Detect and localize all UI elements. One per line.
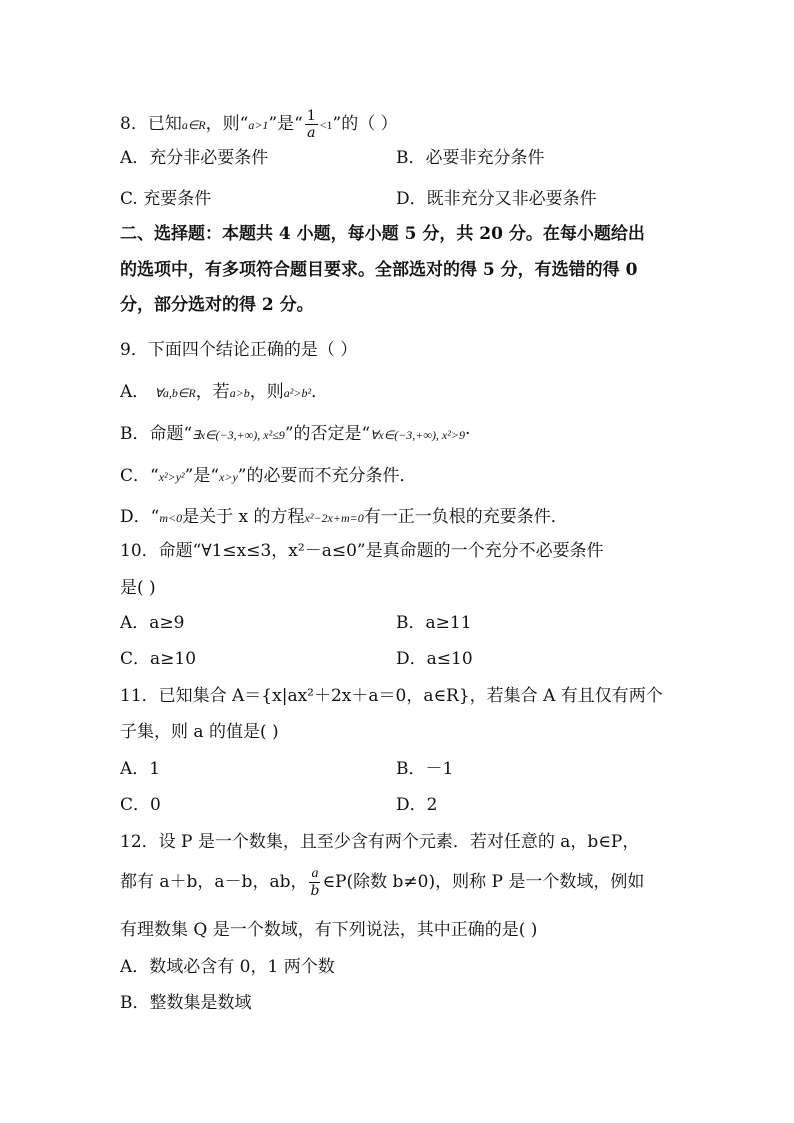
- q8-mid2: ”是“: [268, 114, 303, 134]
- q9-b-mid: ”的否定是“: [284, 424, 371, 444]
- q8-mid: ，则“: [205, 114, 249, 134]
- q8-option-c: C. 充要条件: [120, 189, 212, 209]
- q9-b-end: ·: [464, 424, 471, 444]
- q11-option-c: C．0: [120, 795, 161, 815]
- q8-fraction-den: a: [307, 125, 316, 141]
- q11-option-d: D．2: [396, 795, 438, 815]
- q8-fraction: [305, 108, 318, 141]
- q10-option-c: C．a≥10: [120, 649, 197, 669]
- q8-option-b: B．必要非充分条件: [396, 148, 545, 168]
- q9-c-formula1: x²>y²: [158, 470, 185, 484]
- q11-option-a: A．1: [120, 759, 161, 779]
- q8-option-d: D．既非充分又非必要条件: [396, 189, 597, 209]
- q12-line2-post: ∈P(除数 b≠0)，则称 P 是一个数域，例如: [322, 872, 645, 892]
- q9-a-mid: ，若: [195, 382, 230, 402]
- q8-stem: [120, 108, 398, 141]
- q11-stem-line2: 子集，则 a 的值是( ): [120, 722, 279, 742]
- q8-p: a>1: [248, 118, 269, 132]
- q9-d-mid: 是关于 x 的方程: [182, 507, 305, 527]
- section2-line2: 的选项中，有多项符合题目要求。全部选对的得 5 分，有选错的得 0: [120, 260, 638, 280]
- q9-c-pre: C．“: [120, 466, 159, 486]
- section2-line3: 分，部分选对的得 2 分。: [120, 295, 314, 315]
- q10-option-a: A．a≥9: [120, 613, 185, 633]
- q8-option-a: A．充分非必要条件: [120, 148, 269, 168]
- q9-c-end: ”的必要而不充分条件．: [237, 466, 417, 486]
- q11-stem-line1: 11．已知集合 A＝{x|ax²＋2x＋a＝0，a∈R}，若集合 A 有且仅有两个: [120, 686, 663, 706]
- q8-cond: a∈R: [181, 118, 206, 132]
- q9-a-end: ．: [311, 382, 329, 402]
- q9-option-a: [120, 384, 328, 401]
- q9-a-formula3: a²>b²: [283, 386, 312, 400]
- q9-d-end: 有一正一负根的充要条件．: [363, 507, 568, 527]
- q12-stem-line1: 12．设 P 是一个数集，且至少含有两个元素．若对任意的 a，b∈P，: [120, 832, 640, 852]
- q9-a-pre: A．: [120, 382, 155, 402]
- q8-pre: 8．已知: [120, 114, 182, 134]
- q9-c-mid: ”是“: [184, 466, 220, 486]
- q12-option-a: A．数域必含有 0，1 两个数: [120, 957, 335, 977]
- q12-fraction-den: b: [310, 883, 320, 899]
- q11-option-b: B．－1: [396, 759, 454, 779]
- q12-fraction: [309, 866, 320, 899]
- q9-b-formula2: ∀x∈(−3,+∞), x²>9: [370, 428, 465, 442]
- q9-d-formula2: x²−2x+m=0: [304, 511, 364, 525]
- q9-a-mid2: ，则: [249, 382, 284, 402]
- q10-option-d: D．a≤10: [396, 649, 473, 669]
- q9-d-pre: D．“: [120, 507, 160, 527]
- q9-b-pre: B．命题“: [120, 424, 193, 444]
- q8-tail: <1: [319, 118, 333, 132]
- q8-end: ”的（ ）: [332, 114, 398, 134]
- q10-stem-line1: 10．命题“∀1≤x≤3，x²－a≤0”是真命题的一个充分不必要条件: [120, 541, 604, 561]
- q10-option-b: B．a≥11: [396, 613, 472, 633]
- q12-stem-line3: 有理数集 Q 是一个数域，有下列说法，其中正确的是( ): [120, 920, 538, 940]
- section2-line1: 二、选择题：本题共 4 小题，每小题 5 分，共 20 分。在每小题给出: [120, 224, 645, 244]
- q9-c-formula2: x>y: [219, 470, 238, 484]
- q9-a-formula1: ∀a,b∈R: [154, 386, 196, 400]
- q12-line2-pre: 都有 a＋b，a－b，ab，: [120, 872, 308, 892]
- q9-d-formula1: m<0: [159, 511, 183, 525]
- q8-fraction-num: 1: [306, 108, 316, 124]
- q9-option-b: [120, 426, 470, 443]
- q9-stem: 9．下面四个结论正确的是（ ）: [120, 340, 358, 360]
- q9-b-formula1: ∃x∈(−3,+∞), x²≤9: [192, 428, 285, 442]
- q9-a-formula2: a>b: [229, 386, 250, 400]
- q12-stem-line2: [120, 866, 644, 899]
- q9-option-c: [120, 468, 417, 485]
- q9-option-d: [120, 509, 568, 526]
- q12-option-b: B．整数集是数域: [120, 993, 252, 1013]
- q12-fraction-num: a: [311, 866, 319, 881]
- q10-stem-line2: 是( ): [120, 578, 156, 598]
